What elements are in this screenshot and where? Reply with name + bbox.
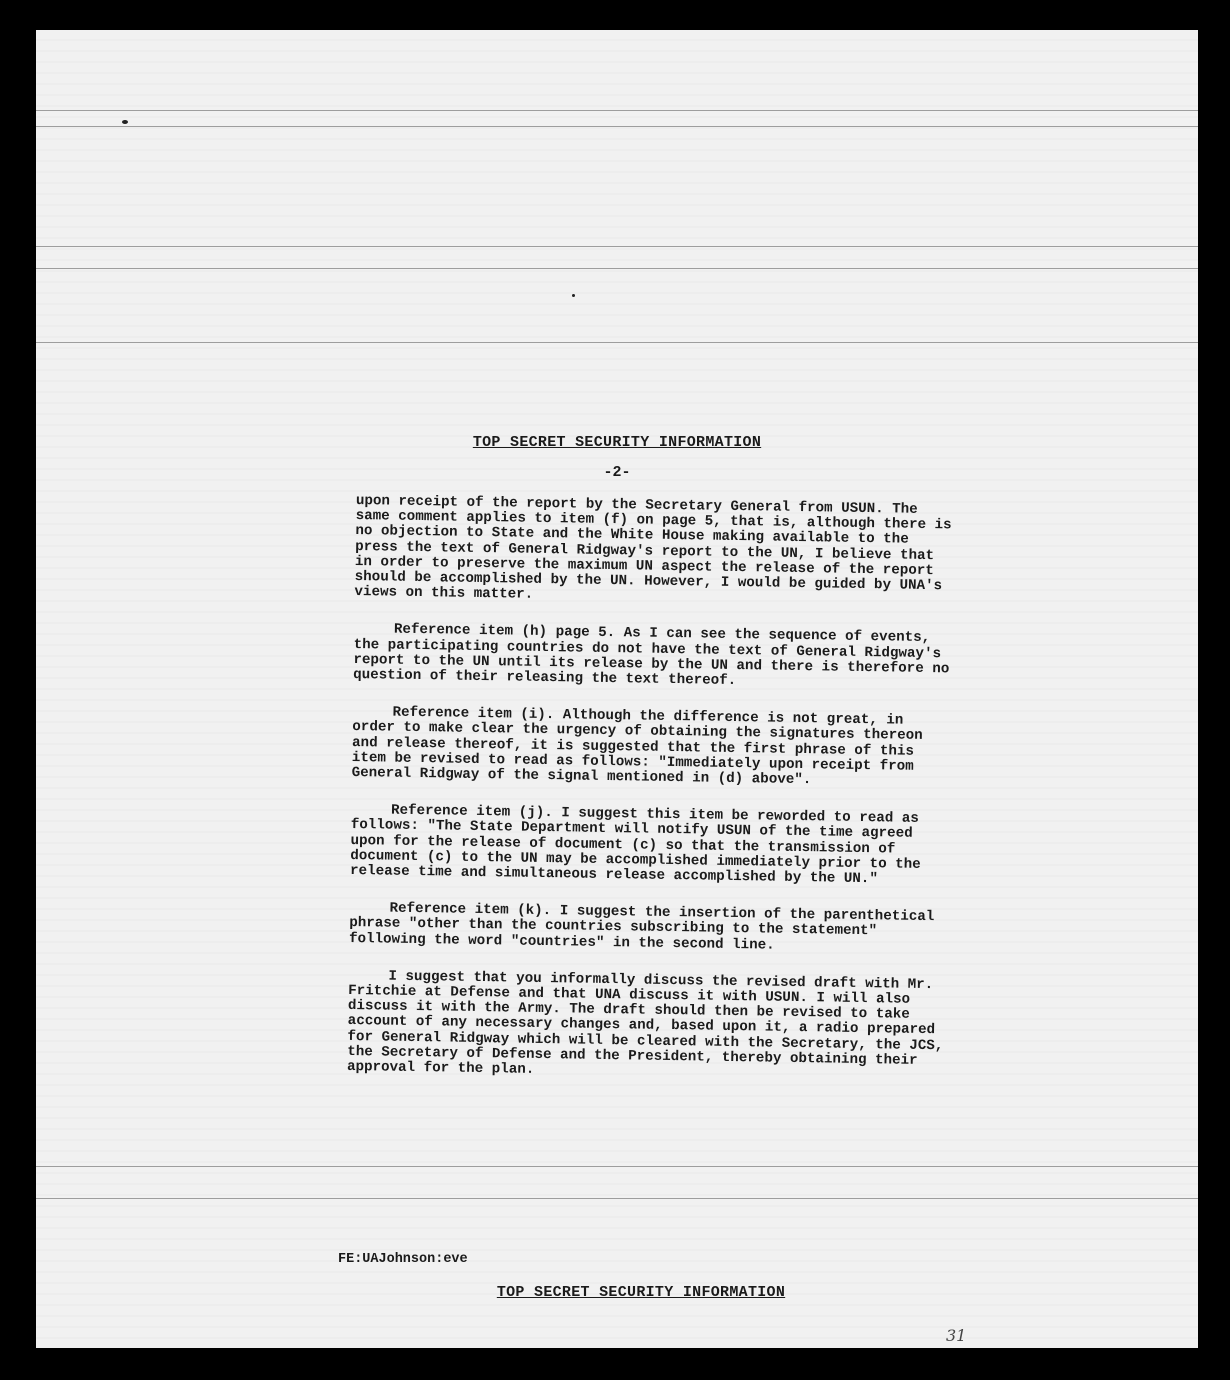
paragraph: Reference item (h) page 5. As I can see the sequence of events, the participating countries do not have the text of General Ridgway's report to the UN until its release by the UN and there is therefore no question of their releasing the text thereof. [353,622,950,690]
paragraph: Reference item (j). I suggest this item be reworded to read as follows: "The State Department will notify USUN of the time agreed upon for the release of document (c) so that the transmission of document (c) to the UN may be accomplished immediately prior to the release time and simultaneous release accomplished by the UN." [349,802,921,888]
scan-line [36,342,1198,343]
scan-line [36,1166,1198,1167]
ink-speck [572,294,575,297]
paragraph: Reference item (i). Although the difference is not great, in order to make clear the urgency of obtaining the signatures thereon and release thereof, it is suggested that the first phrase of this item be revised to read as follows: "Immediately upon receipt from General Ridgway of the signal mentioned in (d) above". [351,704,923,789]
document-page [36,30,1198,1348]
classification-header: TOP SECRET SECURITY INFORMATION [472,434,762,451]
handwritten-page-number: 31 [946,1326,967,1345]
ink-speck [122,120,128,124]
scan-line [36,1198,1198,1199]
letter-body [347,494,956,1107]
paragraph: Reference item (k). I suggest the insertion of the parenthetical phrase "other than the countries subscribing to the statement" following the word "countries" in the second line. [348,900,935,954]
scan-line [36,110,1198,111]
classification-footer: TOP SECRET SECURITY INFORMATION [496,1284,786,1301]
drafter-initials: FE:UAJohnson:eve [338,1252,468,1267]
scan-line [36,246,1198,247]
scan-line [36,268,1198,269]
paragraph: upon receipt of the report by the Secretary General from USUN. The same comment applies to item (f) on page 5, that is, although there is no objection to State and the White House making available to the press the text of General Ridgway's report to the UN, I believe that in order to preserve the maximum UN aspect the release of the report should be accomplished by the UN. However, I would be guided by UNA's views on this matter. [354,493,952,604]
paragraph: I suggest that you informally discuss the revised draft with Mr. Fritchie at Defense and that UNA discuss it with USUN. I will also discuss it with the Army. The draft should then be revised to take account of any necessary changes and, based upon it, a radio prepared for General Ridgway which will be cleared with the Secretary, the JCS, the Secretary of Defense and the President, thereby obtaining their approval for the plan. [346,968,944,1078]
page-number: -2- [603,464,631,481]
scan-line [36,126,1198,127]
